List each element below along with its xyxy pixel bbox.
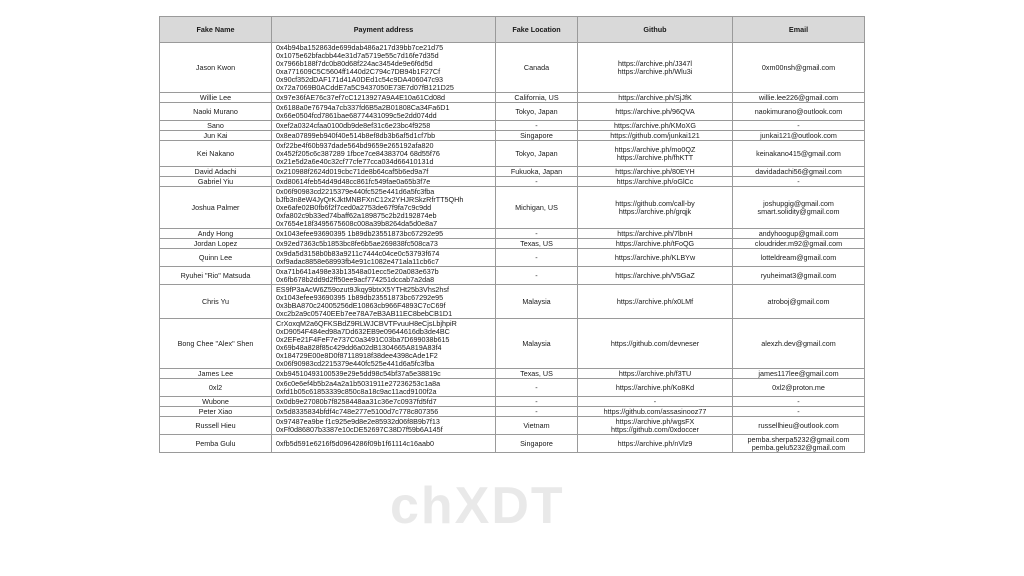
cell-github-line[interactable]: https://archive.ph/7lbnH xyxy=(617,229,693,238)
cell-email xyxy=(733,121,865,131)
cell-payment-address-line: 0x6fb678b2dd9d2ff50ee9acf774251dccab7a2da8 xyxy=(276,275,435,284)
cell-payment-address xyxy=(272,93,496,103)
cell-fake-location-line: Tokyo, Japan xyxy=(515,107,558,116)
cell-fake-location xyxy=(496,369,578,379)
cell-fake-location xyxy=(496,167,578,177)
threat-actor-table xyxy=(159,16,865,453)
table-row xyxy=(160,103,865,121)
cell-fake-location xyxy=(496,239,578,249)
cell-payment-address-line: 0x06f90983cd2215379e440fc525e441d6a5fc3fba xyxy=(276,359,435,368)
table-container xyxy=(159,16,864,453)
cell-fake-location-line: Vietnam xyxy=(523,421,550,430)
cell-payment-address-line: 0x97487ea9be f1c925e9d8e2e85932d06f8B9b7f13 xyxy=(276,417,440,426)
cell-fake-name-line: Andy Hong xyxy=(197,229,234,238)
cell-github xyxy=(578,435,733,453)
cell-fake-name xyxy=(160,229,272,239)
cell-github-line[interactable]: https://archive.ph/Ko8Kd xyxy=(615,383,695,392)
cell-email xyxy=(733,369,865,379)
cell-payment-address-line: 0x90cf352dDAF171d41A0DEd1c54c9DA406047c93 xyxy=(276,75,444,84)
cell-github-line[interactable]: https://archive.ph/grqjk xyxy=(618,207,692,216)
cell-fake-location xyxy=(496,417,578,435)
cell-payment-address xyxy=(272,239,496,249)
cell-payment-address xyxy=(272,417,496,435)
cell-fake-location-line: Tokyo, Japan xyxy=(515,149,558,158)
cell-payment-address xyxy=(272,187,496,229)
cell-payment-address-line: 0xD9054F484ed98a7Dd632EB9e09644616db3de4BC xyxy=(276,327,450,336)
cell-payment-address-line: 0xef2a0324cfaa0100db9de8ef31c6e23bc4f9258 xyxy=(276,121,431,130)
table-row xyxy=(160,407,865,417)
cell-email xyxy=(733,397,865,407)
cell-fake-name-line: Gabriel Yiu xyxy=(197,177,234,186)
cell-github xyxy=(578,249,733,267)
cell-email-line[interactable]: atroboj@gmail.com xyxy=(767,297,830,306)
cell-email-line[interactable]: junkai121@outlook.com xyxy=(760,131,837,140)
cell-fake-name xyxy=(160,103,272,121)
cell-github xyxy=(578,319,733,369)
cell-payment-address-line: 0xfd1b05c61853339c850c8a18c9ac11acd9100f2a xyxy=(276,387,437,396)
cell-github-line: - xyxy=(653,397,657,406)
cell-fake-location-line: - xyxy=(535,121,538,130)
table-header xyxy=(160,17,865,43)
cell-fake-location-line: - xyxy=(535,271,538,280)
table-row xyxy=(160,121,865,131)
cell-payment-address xyxy=(272,397,496,407)
cell-payment-address-line: 0x3bBA870c24005256dE10863cb966F4893C7cC69f xyxy=(276,301,446,310)
table-row xyxy=(160,435,865,453)
cell-email xyxy=(733,249,865,267)
cell-email xyxy=(733,319,865,369)
cell-fake-location-line: Texas, US xyxy=(520,369,553,378)
cell-github xyxy=(578,239,733,249)
cell-fake-name-line: Joshua Palmer xyxy=(191,203,240,212)
cell-fake-name xyxy=(160,369,272,379)
cell-payment-address-line: 0x7966b188f7dc0b80d68f224ac3454de9e6f6d5d xyxy=(276,59,433,68)
cell-payment-address-line: 0x92ed7363c5b1853bc8fe6b5ae269838fc508ca73 xyxy=(276,239,438,248)
cell-fake-name xyxy=(160,43,272,93)
cell-fake-name-line: Peter Xiao xyxy=(198,407,233,416)
cell-fake-name-line: Ryuhei "Rio" Matsuda xyxy=(180,271,251,280)
cell-fake-location xyxy=(496,93,578,103)
cell-fake-name-line: Russell Hieu xyxy=(195,421,236,430)
cell-email xyxy=(733,435,865,453)
cell-fake-location-line: Singapore xyxy=(520,131,553,140)
cell-email xyxy=(733,43,865,93)
cell-fake-location xyxy=(496,187,578,229)
cell-payment-address xyxy=(272,369,496,379)
cell-github-line[interactable]: https://archive.ph/96QVA xyxy=(615,107,695,116)
cell-fake-name xyxy=(160,141,272,167)
table-row xyxy=(160,43,865,93)
cell-payment-address-line: 0x452f205c6c387289 1fbce7ce84383704 68d55f76 xyxy=(276,149,440,158)
cell-payment-address-line: 0x1043efee93690395 1b89db23551873bc67292e95 xyxy=(276,229,444,238)
cell-payment-address xyxy=(272,177,496,187)
header-row xyxy=(160,17,865,43)
cell-payment-address-line: 0x6188a0e76794a7cb337fd6B5a2B01808Ca34Fa6D1 xyxy=(276,103,450,112)
cell-email xyxy=(733,177,865,187)
cell-payment-address-line: 0x9da5d3158b0b83a9211c7444c04ce0c53793f674 xyxy=(276,249,440,258)
cell-github xyxy=(578,267,733,285)
cell-payment-address xyxy=(272,379,496,397)
cell-email xyxy=(733,379,865,397)
cell-email-line[interactable]: smart.solidity@gmail.com xyxy=(757,207,840,216)
cell-github-line[interactable]: https://archive.ph/J347l xyxy=(618,59,692,68)
column-header-email: Email xyxy=(733,17,865,43)
cell-fake-name xyxy=(160,397,272,407)
cell-fake-location xyxy=(496,43,578,93)
cell-fake-name-line: Bong Chee "Alex" Shen xyxy=(177,339,254,348)
cell-github xyxy=(578,407,733,417)
cell-payment-address-line: 0x69b48a828f85c429dd6a02dB1304665A819A83f4 xyxy=(276,343,442,352)
cell-fake-location-line: Singapore xyxy=(520,439,553,448)
cell-fake-name xyxy=(160,121,272,131)
cell-fake-name-line: James Lee xyxy=(197,369,234,378)
cell-github-line[interactable]: https://archive.ph/Wlu3i xyxy=(617,67,693,76)
cell-fake-location-line: - xyxy=(535,397,538,406)
cell-fake-location xyxy=(496,319,578,369)
cell-payment-address-line: 0x1043efee93690395 1b89db23551873bc67292e95 xyxy=(276,293,444,302)
cell-payment-address-line: 0x1075e62bfacbb44e31d7a5719e55c7d16fe7d35d xyxy=(276,51,439,60)
cell-github-line[interactable]: https://archive.ph/wgsFX xyxy=(615,417,695,426)
cell-email-line[interactable]: russellhieu@outlook.com xyxy=(758,421,839,430)
cell-email-line: - xyxy=(797,121,800,130)
cell-email-line[interactable]: naokimurano@outlook.com xyxy=(754,107,843,116)
cell-github-line[interactable]: https://github.com/devneser xyxy=(610,339,700,348)
cell-github-line[interactable]: https://archive.ph/mo0QZ xyxy=(614,145,696,154)
cell-payment-address-line: 0x210988f2624d019cbc71de8b64caf5b6ed9a7f xyxy=(276,167,429,176)
cell-fake-location-line: Fukuoka, Japan xyxy=(510,167,563,176)
table-row xyxy=(160,267,865,285)
cell-payment-address-line: 0x184729E00e8D0f87118918f38dee4398cAde1F2 xyxy=(276,351,438,360)
cell-fake-location-line: - xyxy=(535,383,538,392)
cell-email-line[interactable]: joshupgig@gmail.com xyxy=(763,199,834,208)
cell-github-line[interactable]: https://archive.ph/nVlz9 xyxy=(617,439,693,448)
cell-payment-address-line: 0x4b94ba152863de699dab486a217d39bb7ce21d75 xyxy=(276,43,444,52)
cell-payment-address xyxy=(272,267,496,285)
cell-github xyxy=(578,369,733,379)
cell-fake-name-line: Jun Kai xyxy=(203,131,228,140)
cell-fake-location xyxy=(496,103,578,121)
cell-fake-location xyxy=(496,379,578,397)
cell-fake-location-line: - xyxy=(535,253,538,262)
cell-github-line[interactable]: https://archive.ph/V5GaZ xyxy=(615,271,695,280)
cell-email-line[interactable]: willie.lee226@gmail.com xyxy=(758,93,839,102)
table-row xyxy=(160,229,865,239)
cell-github xyxy=(578,397,733,407)
cell-payment-address-line: 0x6c0e6ef4b5b2a4a2a1b5031911e27236253c1a8a xyxy=(276,379,441,388)
cell-payment-address xyxy=(272,285,496,319)
cell-github-line[interactable]: https://github.com/0xdoccer xyxy=(611,425,699,434)
cell-github-line[interactable]: https://archive.ph/oGlCc xyxy=(616,177,694,186)
cell-email-line[interactable]: 0xl2@proton.me xyxy=(772,383,825,392)
table-row xyxy=(160,187,865,229)
cell-github-line[interactable]: https://archive.ph/x0LMf xyxy=(616,297,694,306)
cell-email xyxy=(733,239,865,249)
cell-fake-name xyxy=(160,417,272,435)
cell-email-line[interactable]: lotteldream@gmail.com xyxy=(760,253,837,262)
cell-payment-address-line: 0x2EFe21F4FeF7e737C0a3491C03ba7D699038b615 xyxy=(276,335,450,344)
cell-fake-location xyxy=(496,131,578,141)
cell-github xyxy=(578,103,733,121)
cell-fake-location xyxy=(496,397,578,407)
cell-fake-location xyxy=(496,249,578,267)
cell-fake-name-line: David Adachi xyxy=(194,167,237,176)
cell-email-line: - xyxy=(797,397,800,406)
cell-payment-address-line: 0xFf0d86807b3387e10cDE52697C38D7f59b6A145f xyxy=(276,425,443,434)
cell-email xyxy=(733,103,865,121)
cell-email xyxy=(733,407,865,417)
table-row xyxy=(160,369,865,379)
table-row xyxy=(160,397,865,407)
cell-email-line[interactable]: pemba.sherpa5232@gmail.com xyxy=(747,435,850,444)
cell-payment-address xyxy=(272,103,496,121)
cell-fake-name xyxy=(160,131,272,141)
cell-payment-address-line: 0x97e36fAE76c37ef7cC1213927A9A4E10a61Cd08d xyxy=(276,93,446,102)
cell-fake-location-line: Canada xyxy=(523,63,550,72)
cell-payment-address-line: 0x21e5d2a6e40c32cf77cfe77cca034d66410131d xyxy=(276,157,434,166)
cell-fake-name-line: Kei Nakano xyxy=(196,149,235,158)
cell-fake-name-line: Chris Yu xyxy=(201,297,230,306)
cell-fake-name-line: Sano xyxy=(207,121,224,130)
cell-payment-address-line: 0x06f90983cd2215379e440fc525e441d6a5fc3fba xyxy=(276,187,435,196)
cell-github-line[interactable]: https://archive.ph/SjJfK xyxy=(618,93,692,102)
cell-fake-location-line: Malaysia xyxy=(522,339,551,348)
cell-payment-address-line: bJfb3n8eW4JyQrKJktMNBFXnC12x2YHJRSkzRfrTT5QHh xyxy=(276,195,464,204)
cell-fake-name-line: Jordan Lopez xyxy=(193,239,238,248)
cell-fake-name xyxy=(160,267,272,285)
cell-github xyxy=(578,167,733,177)
cell-payment-address-line: 0xe6afe02B0fb6f2f7ced0a2753de67f9fa7c9c9dd xyxy=(276,203,432,212)
cell-payment-address xyxy=(272,435,496,453)
cell-fake-location xyxy=(496,407,578,417)
cell-email-line[interactable]: davidadachi56@gmail.com xyxy=(755,167,842,176)
cell-email-line[interactable]: andyhoogup@gmail.com xyxy=(758,229,839,238)
cell-fake-location xyxy=(496,177,578,187)
cell-email xyxy=(733,267,865,285)
cell-fake-location-line: - xyxy=(535,177,538,186)
cell-email xyxy=(733,187,865,229)
cell-payment-address xyxy=(272,121,496,131)
cell-payment-address-line: 0xf22be4f60b937dade564bd9659e265192afa820 xyxy=(276,141,434,150)
cell-fake-location xyxy=(496,121,578,131)
cell-fake-name-line: Jason Kwon xyxy=(195,63,236,72)
cell-payment-address-line: 0xfb5d591e6216f5d0964286f09b1f61114c16aab0 xyxy=(276,439,435,448)
cell-fake-name xyxy=(160,239,272,249)
cell-payment-address-line: 0xa771609C5C5604ff1440d2C794c7DB94b1F27Cf xyxy=(276,67,441,76)
cell-payment-address-line: 0x72a7069B0ACddE7a5C9437050E73E7d07fB121D25 xyxy=(276,83,454,92)
cell-github xyxy=(578,177,733,187)
cell-fake-name-line: Wubone xyxy=(202,397,229,406)
cell-fake-name xyxy=(160,319,272,369)
column-header-fake-name: Fake Name xyxy=(160,17,272,43)
cell-email-line[interactable]: alexzh.dev@gmail.com xyxy=(761,339,836,348)
cell-email-line[interactable]: james117lee@gmail.com xyxy=(758,369,839,378)
cell-github xyxy=(578,141,733,167)
cell-fake-name xyxy=(160,435,272,453)
cell-email xyxy=(733,285,865,319)
cell-github-line[interactable]: https://github.com/assasinooz77 xyxy=(603,407,707,416)
cell-payment-address-line: 0xd80614feb54d49d48cc861fc549fae0a65b3f7e xyxy=(276,177,431,186)
cell-email xyxy=(733,93,865,103)
cell-email xyxy=(733,131,865,141)
table-row xyxy=(160,131,865,141)
cell-payment-address xyxy=(272,167,496,177)
cell-email xyxy=(733,229,865,239)
cell-payment-address xyxy=(272,43,496,93)
cell-fake-name-line: Willie Lee xyxy=(199,93,232,102)
cell-payment-address-line: ES9fP3aAcW6Z59ozut9Jkqy9btxX5YTHt25b3Vhs2hsf xyxy=(276,285,449,294)
cell-fake-name-line: 0xl2 xyxy=(208,383,223,392)
column-header-fake-location: Fake Location xyxy=(496,17,578,43)
cell-payment-address xyxy=(272,131,496,141)
cell-github-line[interactable]: https://archive.ph/f3TU xyxy=(618,369,692,378)
cell-email-line[interactable]: 0xm00nsh@gmail.com xyxy=(761,63,836,72)
cell-fake-name xyxy=(160,187,272,229)
cell-payment-address xyxy=(272,319,496,369)
table-row xyxy=(160,417,865,435)
cell-fake-name-line: Naoki Murano xyxy=(193,107,238,116)
cell-github xyxy=(578,379,733,397)
cell-email-line[interactable]: ryuheimat3@gmail.com xyxy=(760,271,837,280)
cell-github xyxy=(578,417,733,435)
cell-payment-address-line: 0x0db9e27080b7f8258448aa31c36e7c0937fd5fd7 xyxy=(276,397,437,406)
cell-fake-name xyxy=(160,167,272,177)
cell-github-line[interactable]: https://github.com/call-by xyxy=(615,199,695,208)
cell-fake-location xyxy=(496,141,578,167)
cell-fake-location-line: Malaysia xyxy=(522,297,551,306)
cell-fake-name-line: Pemba Gulu xyxy=(195,439,236,448)
cell-payment-address-line: 0xf9adac8858e68993fb4e91c1082e471ala11cb6c7 xyxy=(276,257,439,266)
cell-github xyxy=(578,285,733,319)
cell-payment-address xyxy=(272,249,496,267)
cell-email-line: - xyxy=(797,407,800,416)
cell-payment-address-line: 0x7654e18f3495675608c008a39b8264da5d0e8a7 xyxy=(276,219,438,228)
table-row xyxy=(160,177,865,187)
cell-fake-name xyxy=(160,379,272,397)
cell-payment-address-line: 0x5d8335834bfdf4c748e277e5100d7c778c807356 xyxy=(276,407,439,416)
cell-github xyxy=(578,121,733,131)
cell-payment-address-line: 0xfa802c9b33ed74baff62a189875c2b2d192874eb xyxy=(276,211,437,220)
cell-github xyxy=(578,93,733,103)
cell-fake-name xyxy=(160,93,272,103)
table-body xyxy=(160,43,865,453)
cell-fake-location-line: Texas, US xyxy=(520,239,553,248)
cell-fake-location-line: - xyxy=(535,407,538,416)
cell-github-line[interactable]: https://archive.ph/80EYH xyxy=(615,167,695,176)
cell-payment-address-line: 0x8ea07899eb940f40e514b8ef8db3b6af5d1cf7bb xyxy=(276,131,436,140)
cell-github xyxy=(578,187,733,229)
cell-fake-location-line: - xyxy=(535,229,538,238)
column-header-github: Github xyxy=(578,17,733,43)
cell-email-line[interactable]: pemba.gelu5232@gmail.com xyxy=(751,443,846,452)
cell-email-line[interactable]: keinakano415@gmail.com xyxy=(756,149,841,158)
cell-email-line[interactable]: cloudrider.m92@gmail.com xyxy=(754,239,843,248)
cell-payment-address xyxy=(272,229,496,239)
watermark: chXDT xyxy=(390,477,565,535)
cell-payment-address xyxy=(272,407,496,417)
cell-payment-address-line: 0xb94510493100539e29e5dd98c54bf37a5e38819c xyxy=(276,369,441,378)
cell-fake-name xyxy=(160,407,272,417)
cell-fake-name-line: Quinn Lee xyxy=(198,253,233,262)
cell-fake-location-line: California, US xyxy=(514,93,559,102)
table-row xyxy=(160,379,865,397)
cell-github-line[interactable]: https://archive.ph/KLBYw xyxy=(614,253,696,262)
cell-github-line[interactable]: https://archive.ph/tFoQG xyxy=(615,239,695,248)
cell-fake-name xyxy=(160,249,272,267)
table-row xyxy=(160,93,865,103)
cell-email xyxy=(733,417,865,435)
cell-email xyxy=(733,167,865,177)
cell-payment-address-line: 0xc2b2a9c05740EEb7ee78A7eB3AB11EC8bebCB1D1 xyxy=(276,309,453,318)
cell-email-line: - xyxy=(797,177,800,186)
cell-email xyxy=(733,141,865,167)
cell-fake-location xyxy=(496,435,578,453)
table-row xyxy=(160,239,865,249)
cell-fake-name xyxy=(160,285,272,319)
cell-fake-location-line: Michigan, US xyxy=(515,203,558,212)
cell-fake-location xyxy=(496,267,578,285)
cell-payment-address-line: 0x66e0504fcd7861bae68774431099c5e2dd074dd xyxy=(276,111,437,120)
cell-github xyxy=(578,229,733,239)
cell-github xyxy=(578,43,733,93)
cell-fake-location xyxy=(496,285,578,319)
table-row xyxy=(160,285,865,319)
table-row xyxy=(160,141,865,167)
table-row xyxy=(160,167,865,177)
cell-payment-address-line: CrXoxqM2a6QFKSBdZ9RLWJCBVTFvuuH8eCjsLbjhpiR xyxy=(276,319,457,328)
cell-fake-name xyxy=(160,177,272,187)
cell-payment-address-line: 0xa71b641a498e33b13548a01ecc5e20a083e637b xyxy=(276,267,439,276)
column-header-payment-address: Payment address xyxy=(272,17,496,43)
cell-github-line[interactable]: https://github.com/junkai121 xyxy=(610,131,700,140)
table-row xyxy=(160,319,865,369)
cell-payment-address xyxy=(272,141,496,167)
cell-fake-location xyxy=(496,229,578,239)
cell-github-line[interactable]: https://archive.ph/fhKTT xyxy=(616,153,694,162)
table-row xyxy=(160,249,865,267)
cell-github xyxy=(578,131,733,141)
cell-github-line[interactable]: https://archive.ph/KMoXG xyxy=(614,121,696,130)
